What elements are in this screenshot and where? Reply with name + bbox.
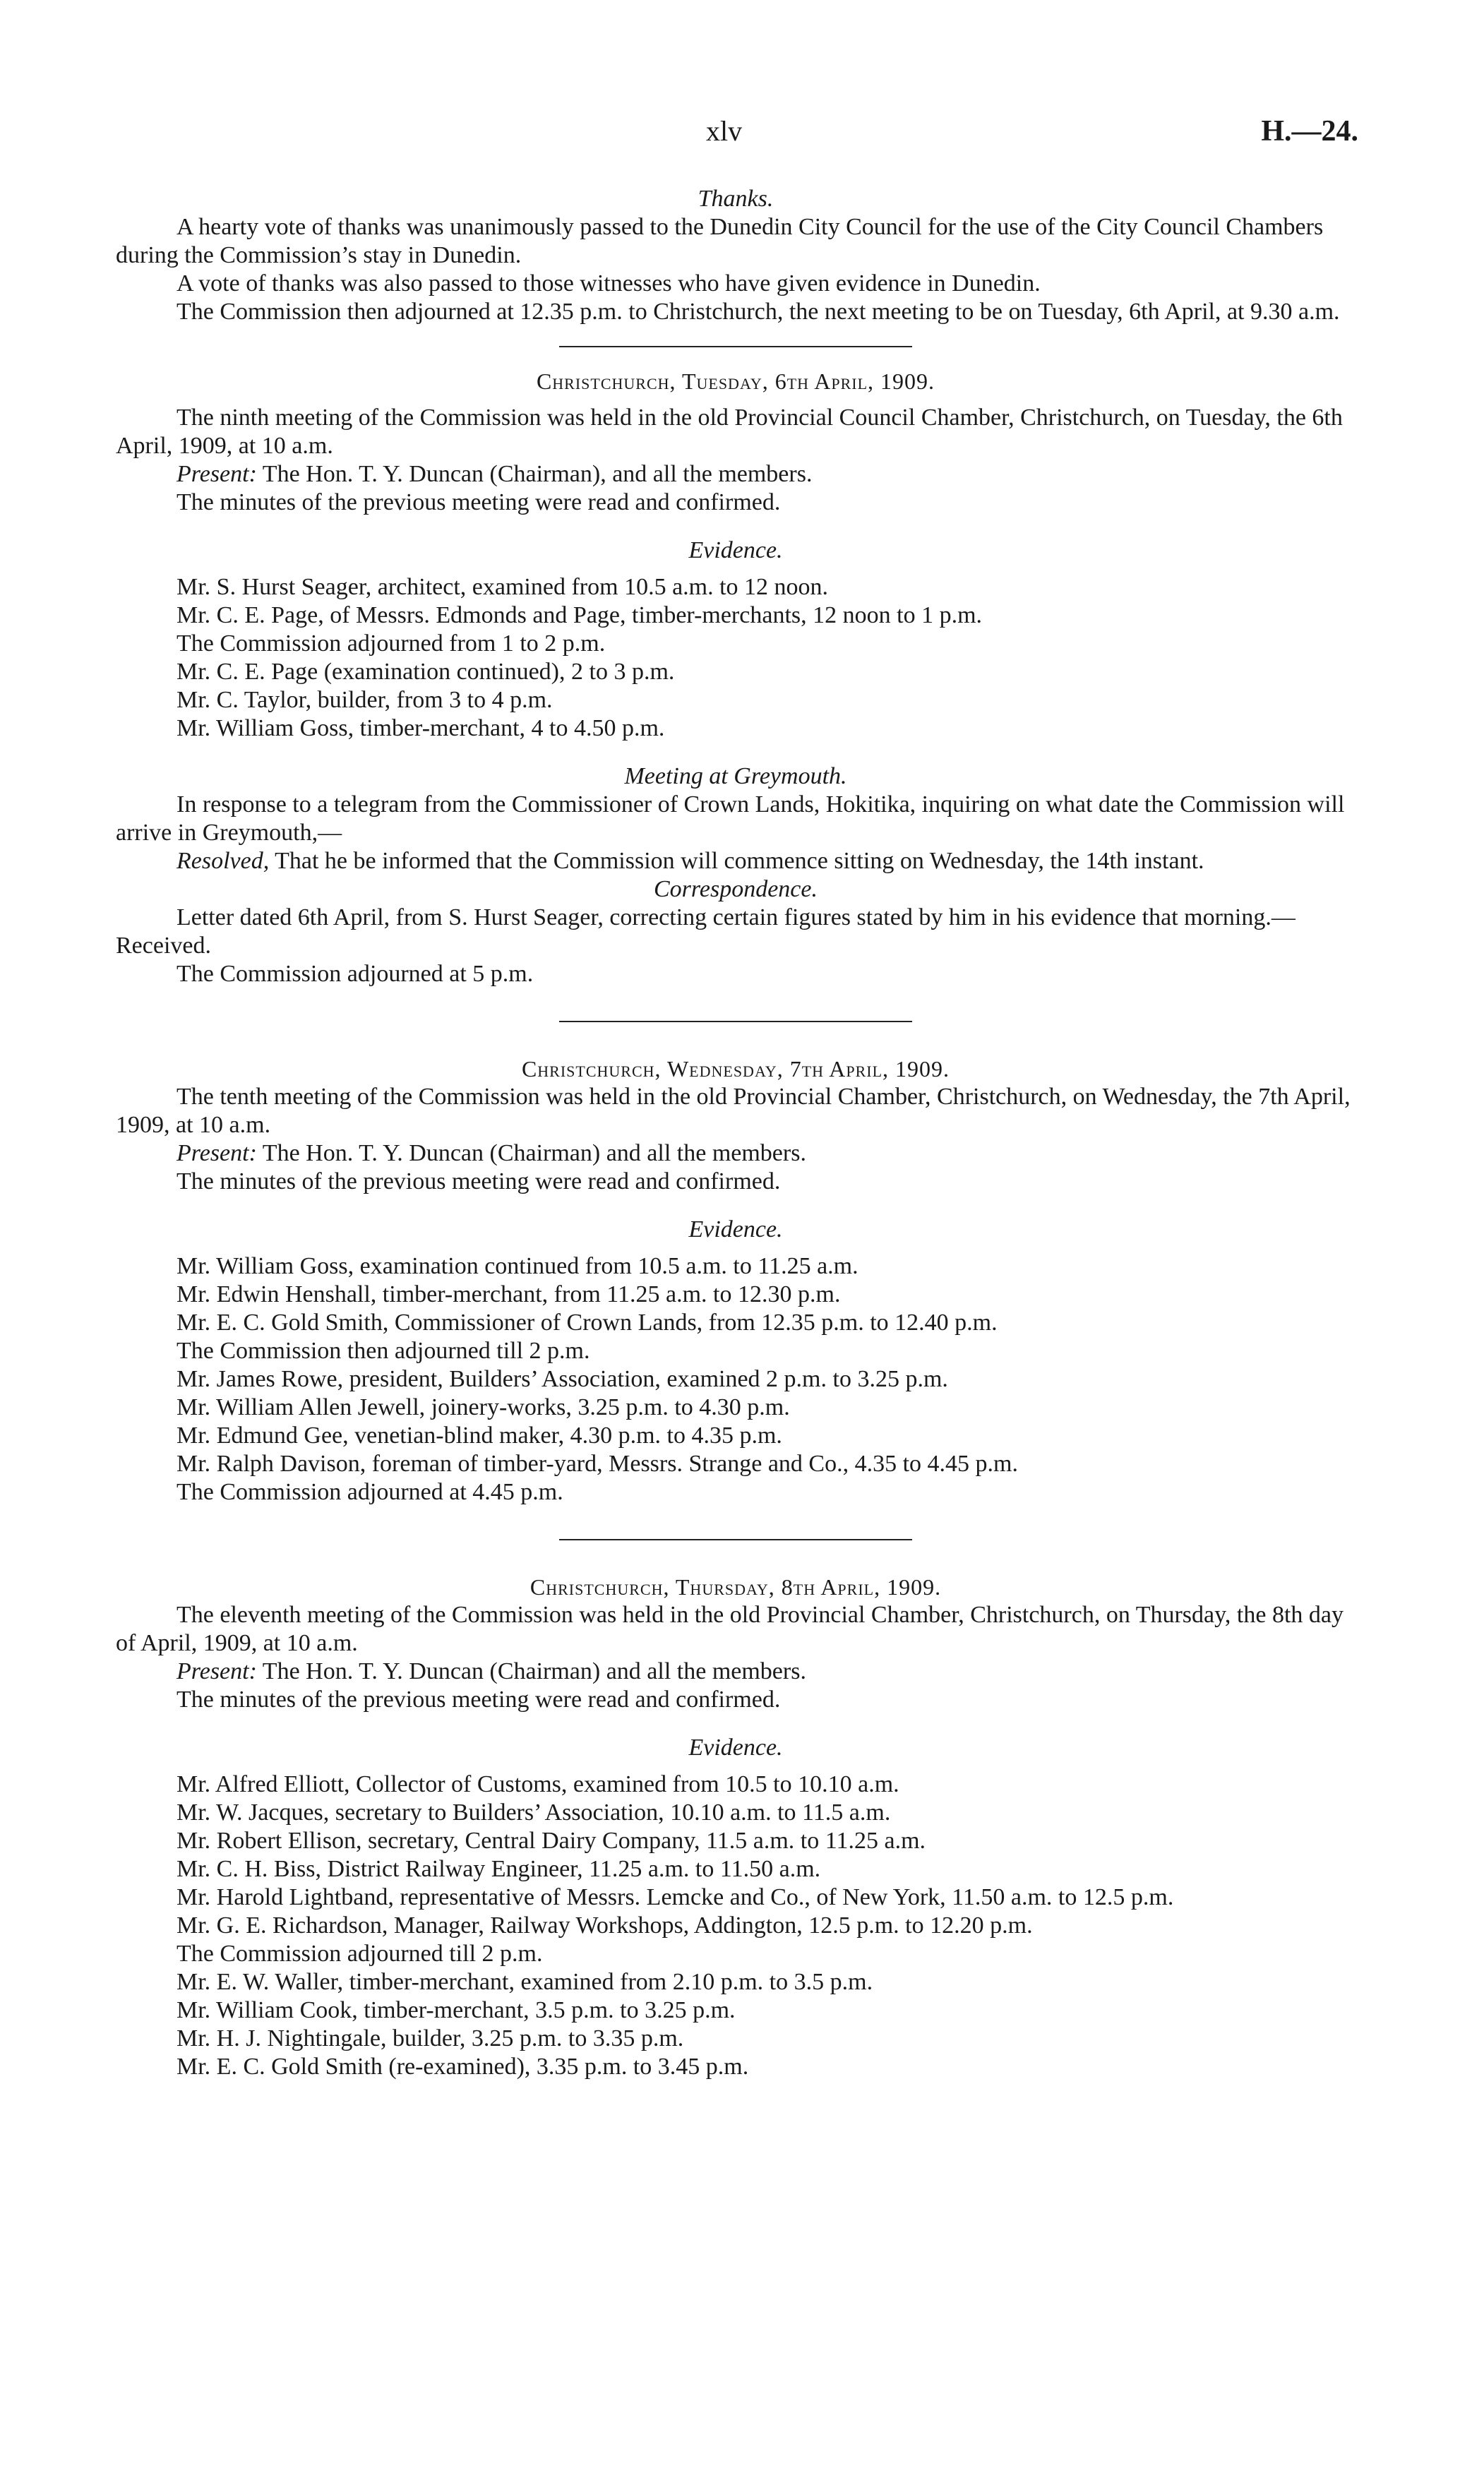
evidence-item: Mr. C. E. Page (examination continued), 2 to 3 p.m.: [176, 659, 675, 685]
minutes-line: The minutes of the previous meeting were read and confirmed.: [176, 1687, 781, 1713]
evidence-item: Mr. Edmund Gee, venetian-blind maker, 4.30 p.m. to 4.35 p.m.: [176, 1422, 782, 1449]
page-header: [0, 114, 1484, 157]
evidence-item: Mr. C. E. Page, of Messrs. Edmonds and Page, timber-merchants, 12 noon to 1 p.m.: [176, 602, 983, 628]
evidence-item: Mr. C. H. Biss, District Railway Engineer, 11.25 a.m. to 11.50 a.m.: [176, 1856, 821, 1882]
evidence-item: The Commission then adjourned till 2 p.m.: [176, 1338, 590, 1364]
evidence-item: Mr. C. Taylor, builder, from 3 to 4 p.m.: [176, 687, 553, 713]
section-heading-correspondence: Correspondence.: [654, 876, 818, 902]
evidence-item: Mr. G. E. Richardson, Manager, Railway Workshops, Addington, 12.5 p.m. to 12.20 p.m.: [176, 1912, 1033, 1939]
section-heading-thanks: Thanks.: [698, 186, 774, 212]
document-body: [116, 185, 1356, 2081]
meeting-place-date: Christchurch, Wednesday, 7th April, 1909.: [521, 1056, 950, 1082]
paragraph: A hearty vote of thanks was unanimously passed to the Dunedin City Council for the use of the City Council Chambers during the Commission’s stay in Dunedin.: [116, 214, 1324, 268]
section-heading-greymouth: Meeting at Greymouth.: [624, 763, 847, 789]
meeting-intro: The eleventh meeting of the Commission was held in the old Provincial Chamber, Christchurch, on Thursday, the 8th day of April, 1909, at 10 a.m.: [116, 1602, 1344, 1656]
present-label: Present:: [176, 461, 257, 487]
evidence-item: Mr. James Rowe, president, Builders’ Association, examined 2 p.m. to 3.25 p.m.: [176, 1366, 948, 1392]
evidence-item: The Commission adjourned till 2 p.m.: [176, 1941, 543, 1967]
evidence-item: Mr. Alfred Elliott, Collector of Customs, examined from 10.5 to 10.10 a.m.: [176, 1771, 899, 1797]
evidence-item: The Commission adjourned from 1 to 2 p.m.: [176, 630, 606, 657]
evidence-item: Mr. E. C. Gold Smith (re-examined), 3.35 p.m. to 3.45 p.m.: [176, 2054, 749, 2080]
meeting-place-date: Christchurch, Thursday, 8th April, 1909.: [529, 1574, 942, 1600]
evidence-item: Mr. William Goss, timber-merchant, 4 to 4.50 p.m.: [176, 715, 665, 741]
evidence-item: Mr. W. Jacques, secretary to Builders’ Association, 10.10 a.m. to 11.5 a.m.: [176, 1799, 891, 1826]
evidence-item: Mr. Harold Lightband, representative of Messrs. Lemcke and Co., of New York, 11.50 a.m. to 12.5 p.m.: [176, 1884, 1174, 1910]
paragraph: A vote of thanks was also passed to those witnesses who have given evidence in Dunedin.: [176, 270, 1041, 296]
evidence-item: Mr. Ralph Davison, foreman of timber-yard, Messrs. Strange and Co., 4.35 to 4.45 p.m.: [176, 1451, 1018, 1477]
meeting-intro: The ninth meeting of the Commission was held in the old Provincial Council Chamber, Christchurch, on Tuesday, the 6th April, 1909, at 10 a.m.: [116, 405, 1343, 459]
present-text: The Hon. T. Y. Duncan (Chairman) and all the members.: [256, 1658, 806, 1684]
evidence-item: Mr. E. C. Gold Smith, Commissioner of Crown Lands, from 12.35 p.m. to 12.40 p.m.: [176, 1310, 998, 1336]
minutes-line: The minutes of the previous meeting were read and confirmed.: [176, 1168, 781, 1194]
report-reference: H.—24.: [1261, 115, 1358, 148]
adjournment-line: The Commission adjourned at 5 p.m.: [176, 961, 534, 987]
minutes-line: The minutes of the previous meeting were read and confirmed.: [176, 489, 781, 515]
evidence-item: Mr. William Allen Jewell, joinery-works, 3.25 p.m. to 4.30 p.m.: [176, 1394, 790, 1420]
present-line: [116, 460, 1356, 489]
evidence-item: Mr. S. Hurst Seager, architect, examined from 10.5 a.m. to 12 noon.: [176, 574, 829, 600]
resolved-label: Resolved,: [176, 848, 270, 874]
present-text: The Hon. T. Y. Duncan (Chairman) and all the members.: [256, 1140, 806, 1166]
section-heading-evidence: Evidence.: [688, 537, 783, 563]
section-heading-evidence: Evidence.: [688, 1735, 783, 1761]
section-heading-evidence: Evidence.: [688, 1216, 783, 1242]
paragraph: In response to a telegram from the Commissioner of Crown Lands, Hokitika, inquiring on what date the Commission will arrive in Greymouth,—: [116, 791, 1345, 846]
meeting-place-date: Christchurch, Tuesday, 6th April, 1909.: [536, 369, 935, 394]
page-number: xlv: [706, 115, 743, 147]
meeting-intro: The tenth meeting of the Commission was held in the old Provincial Chamber, Christchurch, on Wednesday, the 7th April, 1909, at 10 a.m.: [116, 1084, 1351, 1138]
paragraph: The Commission then adjourned at 12.35 p.m. to Christchurch, the next meeting to be on Tuesday, 6th April, at 9.30 a.m.: [176, 299, 1340, 325]
present-label: Present:: [176, 1658, 257, 1684]
resolved-text: That he be informed that the Commission will commence sitting on Wednesday, the 14th instant.: [269, 848, 1204, 874]
present-line: [116, 1139, 1356, 1168]
present-text: The Hon. T. Y. Duncan (Chairman), and all the members.: [256, 461, 813, 487]
evidence-item: Mr. William Goss, examination continued from 10.5 a.m. to 11.25 a.m.: [176, 1253, 858, 1279]
evidence-item: Mr. Edwin Henshall, timber-merchant, from 11.25 a.m. to 12.30 p.m.: [176, 1281, 841, 1307]
evidence-item: Mr. Robert Ellison, secretary, Central Dairy Company, 11.5 a.m. to 11.25 a.m.: [176, 1828, 926, 1854]
present-line: [116, 1658, 1356, 1686]
paragraph: Letter dated 6th April, from S. Hurst Seager, correcting certain figures stated by him in his evidence that morning.—Received.: [116, 904, 1295, 959]
evidence-item: Mr. William Cook, timber-merchant, 3.5 p.m. to 3.25 p.m.: [176, 1997, 736, 2023]
present-label: Present:: [176, 1140, 257, 1166]
evidence-item: Mr. H. J. Nightingale, builder, 3.25 p.m. to 3.35 p.m.: [176, 2025, 684, 2051]
resolution: [116, 847, 1356, 875]
evidence-item: The Commission adjourned at 4.45 p.m.: [176, 1479, 563, 1505]
evidence-item: Mr. E. W. Waller, timber-merchant, examined from 2.10 p.m. to 3.5 p.m.: [176, 1969, 873, 1995]
